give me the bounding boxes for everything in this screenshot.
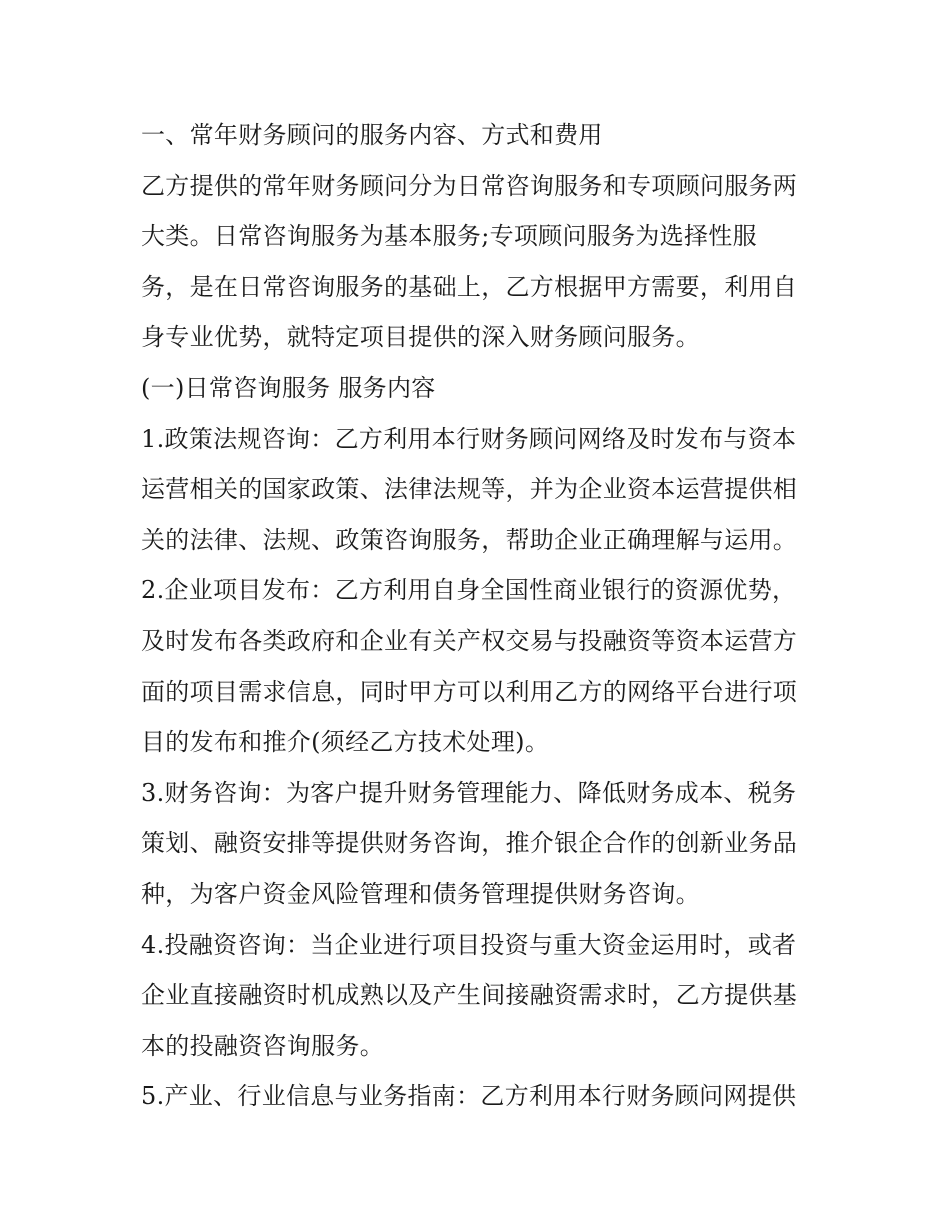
list-item-line: 本的投融资咨询服务。 (141, 1031, 384, 1060)
list-item-line: 5.产业、行业信息与业务指南：乙方利用本行财务顾问网提供 (141, 1082, 797, 1111)
list-item-line: 面的项目需求信息，同时甲方可以利用乙方的网络平台进行项 (141, 677, 798, 706)
subsection-heading: (一)日常咨询服务 服务内容 (141, 373, 436, 402)
paragraph-line: 身专业优势，就特定项目提供的深入财务顾问服务。 (141, 323, 700, 352)
list-item-line: 运营相关的国家政策、法律法规等，并为企业资本运营提供相 (141, 475, 798, 504)
list-item-line: 策划、融资安排等提供财务咨询，推介银企合作的创新业务品 (141, 829, 798, 858)
list-item-line: 2.企业项目发布：乙方利用自身全国性商业银行的资源优势， (141, 576, 797, 605)
paragraph-line: 乙方提供的常年财务顾问分为日常咨询服务和专项顾问服务两 (141, 171, 798, 200)
document-body (141, 110, 821, 1122)
paragraph-line: 大类。日常咨询服务为基本服务;专项顾问服务为选择性服 (141, 222, 757, 251)
list-item-line: 关的法律、法规、政策咨询服务，帮助企业正确理解与运用。 (141, 525, 798, 554)
paragraph-line: 务，是在日常咨询服务的基础上，乙方根据甲方需要，利用自 (141, 272, 798, 301)
list-item-line: 4.投融资咨询：当企业进行项目投资与重大资金运用时，或者 (141, 930, 797, 959)
list-item-line: 种，为客户资金风险管理和债务管理提供财务咨询。 (141, 879, 700, 908)
section-heading: 一、常年财务顾问的服务内容、方式和费用 (141, 121, 603, 149)
list-item-line: 及时发布各类政府和企业有关产权交易与投融资等资本运营方 (141, 626, 798, 655)
list-item-line: 企业直接融资时机成熟以及产生间接融资需求时，乙方提供基 (141, 981, 798, 1010)
list-item-line: 目的发布和推介(须经乙方技术处理)。 (141, 728, 550, 757)
list-item-line: 3.财务咨询：为客户提升财务管理能力、降低财务成本、税务 (141, 778, 797, 807)
list-item-line: 1.政策法规咨询：乙方利用本行财务顾问网络及时发布与资本 (141, 424, 797, 453)
